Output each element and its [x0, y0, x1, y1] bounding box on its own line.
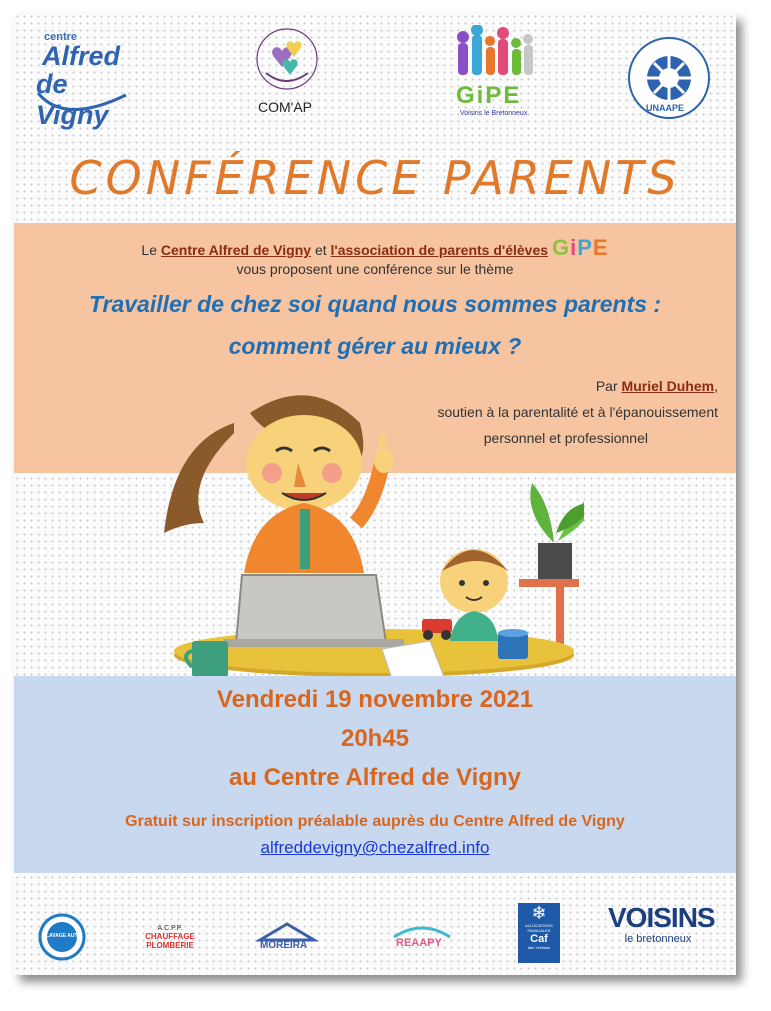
mother-child-illustration	[164, 383, 584, 683]
lavage-auto-logo	[38, 913, 86, 961]
caf-line-1: ALLOCATIONS FAMILIALES	[525, 923, 553, 933]
unaape-logo	[626, 35, 712, 121]
speaker-line-2: soutien à la parentalité et à l'épanouissement	[437, 404, 718, 420]
gipe-logo-name: GiPE	[456, 82, 522, 109]
gipe-logo-sub: Voisins le Bretonneux	[460, 110, 528, 117]
speaker-name: Muriel Duhem	[621, 378, 715, 394]
lavage-text: LAVAGE AUTO	[46, 933, 82, 939]
voisins-logo	[608, 902, 715, 953]
gipe-logo	[452, 25, 542, 120]
centre-link-text: Centre Alfred de Vigny	[160, 242, 312, 258]
alfred-de-vigny-logo	[34, 31, 134, 130]
intro-line-1	[14, 235, 736, 261]
comap-logo-text: COM'AP	[258, 99, 313, 115]
gipe-inline-wordmark: GiPE	[551, 235, 609, 260]
voisins-sub: le bretonneux	[624, 933, 692, 945]
event-time: 20h45	[340, 725, 410, 752]
intro-line-2: vous proposent une conférence sur le thème	[236, 261, 514, 277]
voisins-name: VOISINS	[608, 902, 715, 933]
email-link[interactable]: alfreddevigny@chezalfred.info	[260, 838, 490, 857]
alfred-logo-name: Alfred	[42, 41, 121, 71]
acpp-sub: CHAUFFAGE PLOMBERIE	[145, 932, 195, 950]
caf-line-2: Caf	[530, 933, 548, 945]
moreira-name: MOREIRA	[260, 940, 308, 951]
acpp-name: A.C.P.P.	[157, 925, 183, 932]
reaapy-name: REAAPY	[396, 937, 442, 949]
association-text: l'association de parents d'élèves	[330, 242, 549, 258]
alfred-logo-vigny: de Vigny	[36, 69, 109, 130]
reaapy-logo	[392, 923, 452, 959]
hearts-hands-icon	[252, 27, 322, 92]
poster	[14, 13, 736, 975]
snowflake-icon: ❄	[531, 903, 547, 923]
poster-title: CONFÉRENCE PARENTS	[69, 151, 681, 205]
speaker-line-3: personnel et professionnel	[483, 430, 648, 446]
family-icon	[452, 25, 537, 83]
intro-and: et	[314, 242, 327, 258]
caf-line-3: des Yvelines	[527, 945, 551, 950]
alfred-logo-centre: centre	[44, 31, 78, 43]
alfred-logo-swoosh	[34, 91, 134, 121]
event-place: au Centre Alfred de Vigny	[228, 764, 522, 791]
intro-prefix: Le	[141, 242, 157, 258]
comap-logo	[252, 27, 332, 122]
caf-logo	[518, 903, 560, 963]
theme-line-1: Travailler de chez soi quand nous sommes parents :	[88, 291, 662, 317]
theme-line-2: comment gérer au mieux ?	[228, 333, 522, 359]
unaape-logo-name: UNAAPE	[646, 103, 685, 113]
house-icon	[256, 920, 318, 942]
registration-info: Gratuit sur inscription préalable auprès du Centre Alfred de Vigny	[125, 813, 625, 830]
event-date: Vendredi 19 novembre 2021	[216, 686, 534, 713]
speaker-line-1: Par Muriel Duhem,	[595, 378, 718, 394]
acpp-logo	[140, 925, 200, 965]
moreira-logo	[256, 920, 318, 956]
